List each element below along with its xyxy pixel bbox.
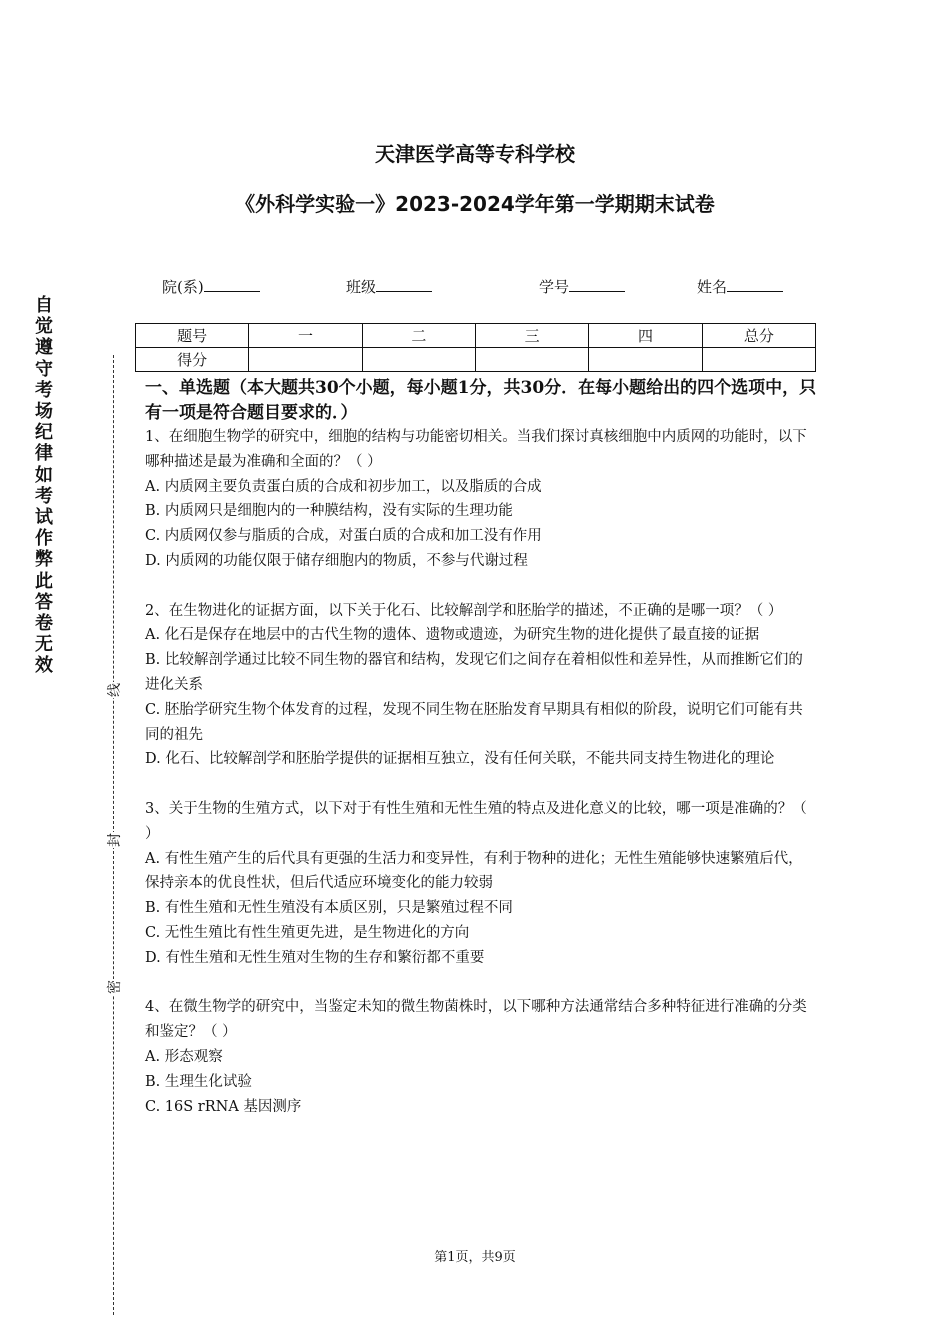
name-field (697, 276, 783, 297)
score-table-col: 三 (475, 324, 588, 348)
score-cell[interactable] (702, 348, 815, 372)
side-note-warning: 自觉遵守考场纪律如考试作弊此答卷无效 (35, 295, 53, 677)
question-stem: 2、在生物进化的证据方面，以下关于化石、比较解剖学和胚胎学的描述，不正确的是哪一项？（ ） (145, 602, 783, 619)
score-cell[interactable] (475, 348, 588, 372)
score-cell[interactable] (589, 348, 702, 372)
name-blank[interactable] (727, 277, 783, 292)
answer-option[interactable]: C. 无性生殖比有性生殖更先进，是生物进化的方向 (145, 924, 470, 941)
student-id-blank[interactable] (569, 277, 625, 292)
binding-mark-line: 线 (104, 682, 124, 698)
score-table-col: 一 (249, 324, 362, 348)
answer-option[interactable]: C. 16S rRNA 基因测序 (145, 1098, 302, 1115)
score-table (135, 323, 816, 372)
answer-option[interactable]: A. 内质网主要负责蛋白质的合成和初步加工，以及脂质的合成 (145, 478, 542, 495)
question-list (145, 425, 810, 1144)
school-title: 天津医学高等专科学校 (375, 142, 575, 166)
answer-option[interactable]: D. 内质网的功能仅限于储存细胞内的物质，不参与代谢过程 (145, 552, 528, 569)
answer-option[interactable]: B. 比较解剖学通过比较不同生物的器官和结构，发现它们之间存在着相似性和差异性，从而推断它们的进化关系 (145, 652, 803, 693)
question-1 (145, 425, 810, 574)
score-table-row-label: 得分 (136, 348, 249, 372)
score-table-score-row (136, 348, 816, 372)
binding-mark-seal: 封 (104, 832, 124, 848)
score-table-row-label: 题号 (136, 324, 249, 348)
question-2 (145, 599, 810, 773)
section-heading: 一、单选题（本大题共30个小题，每小题1分，共30分．在每小题给出的四个选项中，只有一项是符合题目要求的．） (145, 378, 817, 423)
class-blank[interactable] (376, 277, 432, 292)
department-blank[interactable] (204, 277, 260, 292)
exam-title: 《外科学实验一》2023-2024学年第一学期期末试卷 (235, 192, 715, 216)
student-id-field (539, 276, 625, 297)
question-3 (145, 797, 810, 971)
question-4 (145, 995, 810, 1119)
department-field (162, 276, 260, 297)
question-stem: 3、关于生物的生殖方式，以下对于有性生殖和无性生殖的特点及进化意义的比较，哪一项是准确的？（ ） (145, 800, 807, 842)
score-cell[interactable] (249, 348, 362, 372)
answer-option[interactable]: A. 化石是保存在地层中的古代生物的遗体、遗物或遗迹，为研究生物的进化提供了最直接的证据 (145, 627, 760, 644)
answer-option[interactable]: B. 生理生化试验 (145, 1073, 252, 1090)
answer-option[interactable]: D. 化石、比较解剖学和胚胎学提供的证据相互独立，没有任何关联，不能共同支持生物进化的理论 (145, 751, 775, 768)
class-field (346, 276, 432, 297)
question-stem: 4、在微生物学的研究中，当鉴定未知的微生物菌株时，以下哪种方法通常结合多种特征进行准确的分类和鉴定？（ ） (145, 999, 807, 1041)
answer-option[interactable]: B. 内质网只是细胞内的一种膜结构，没有实际的生理功能 (145, 503, 513, 520)
answer-option[interactable]: A. 有性生殖产生的后代具有更强的生活力和变异性，有利于物种的进化；无性生殖能够快速繁殖后代，保持亲本的优良性状，但后代适应环境变化的能力较弱 (145, 850, 803, 892)
page-number: 第1页，共9页 (434, 1250, 516, 1265)
answer-option[interactable]: A. 形态观察 (145, 1048, 223, 1065)
answer-option[interactable]: C. 内质网仅参与脂质的合成，对蛋白质的合成和加工没有作用 (145, 528, 542, 545)
answer-option[interactable]: D. 有性生殖和无性生殖对生物的生存和繁衍都不重要 (145, 949, 485, 966)
student-id-label: 学号 (539, 278, 570, 296)
answer-option[interactable]: B. 有性生殖和无性生殖没有本质区别，只是繁殖过程不同 (145, 900, 513, 917)
score-table-col: 二 (362, 324, 475, 348)
score-table-header-row (136, 324, 816, 348)
answer-option[interactable]: C. 胚胎学研究生物个体发育的过程，发现不同生物在胚胎发育早期具有相似的阶段，说明它们可能有共同的祖先 (145, 701, 803, 743)
name-label: 姓名 (697, 278, 728, 296)
score-table-col: 总分 (702, 324, 815, 348)
score-cell[interactable] (362, 348, 475, 372)
department-label: 院(系) (162, 278, 204, 296)
binding-mark-secret: 密 (104, 979, 124, 995)
score-table-col: 四 (589, 324, 702, 348)
class-label: 班级 (346, 278, 377, 296)
question-stem: 1、在细胞生物学的研究中，细胞的结构与功能密切相关。当我们探讨真核细胞中内质网的功能时，以下哪种描述是最为准确和全面的？（ ） (145, 429, 807, 470)
